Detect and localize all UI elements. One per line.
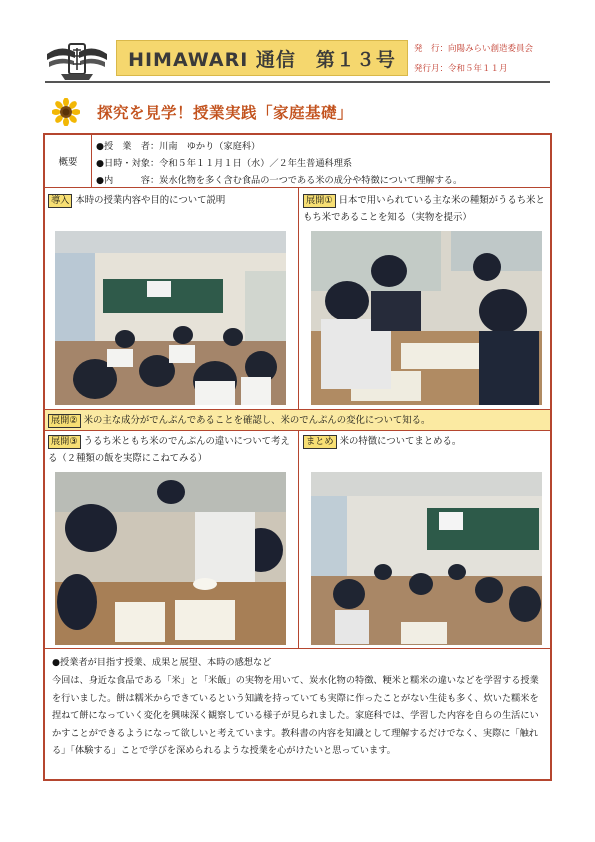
overview-label: 概要 (58, 157, 78, 168)
step-summary (303, 433, 547, 450)
divider (298, 188, 299, 409)
section-title: 探究を見学！授業実践「家庭基礎」 (97, 104, 354, 122)
step-tag: まとめ (303, 435, 337, 449)
newsletter-title-band (116, 40, 408, 76)
step-development-1 (303, 192, 547, 226)
step-text: 米の特徴についてまとめる。 (339, 436, 462, 447)
photo-students-rice (311, 231, 542, 405)
divider (91, 135, 92, 187)
step-development-3 (48, 433, 294, 467)
step-text: 米の主な成分がでんぷんであることを確認し、米のでんぷんの変化について知る。 (83, 415, 431, 426)
publisher-line: 発 行：向陽みらい創造委員会 (414, 44, 534, 54)
overview-teacher: ●授 業 者：川南 ゆかり（家庭科） (96, 141, 261, 152)
issue-date-line: 発行月：令和５年１１月 (414, 64, 508, 74)
divider (298, 430, 299, 648)
sunflower-icon (52, 98, 80, 126)
step-text: うるち米ともち米のでんぷんの違いについて考える（２種類の飯を実際にこねてみる） (48, 436, 290, 464)
overview-date-target: ●日時・対象：令和５年１１月１日（水）／２年生普通科理系 (96, 158, 353, 169)
photo-kneading-rice (55, 472, 286, 645)
step-tag: 展開① (303, 194, 336, 208)
step-tag: 展開③ (48, 435, 81, 449)
step-development-2 (48, 412, 548, 429)
reflection-heading: ●授業者が目指す授業、成果と展望、本時の感想など (52, 657, 272, 668)
step-tag: 展開② (48, 414, 81, 428)
step-text: 日本で用いられている主な米の種類がうるち米ともち米であることを知る（実物を提示） (303, 195, 545, 223)
newsletter-title: HIMAWARI 通信 第１３号 (128, 48, 396, 71)
divider (43, 648, 552, 649)
reflection-body: 今回は、身近な食品である「米」と「米飯」の実物を用いて、炭水化物の特徴、粳米と糯米の違いなどを学習する授業を行いました。餅は糯米からできているという知識を持っていても実際に作ったことがない生徒も多く、炊いた糯米を捏ねて餅になっていく変化を興味深く観察している様子が見られました。家庭科では、学習した内容を自らの生活にいかすことができるようになって欲しいと考えています。教科書の内容を知識として理解するだけでなく、実際に「触れる」「体験する」ことで学びを深められるような授業を心がけたいと思っています。 (52, 675, 539, 756)
step-text: 本時の授業内容や目的について説明 (75, 195, 226, 206)
overview-content: ●内 容：炭水化物を多く含む食品の一つである米の成分や特徴について理解する。 (96, 175, 463, 186)
step-tag: 導入 (48, 194, 72, 208)
header-divider (45, 81, 550, 83)
step-intro (48, 192, 294, 209)
photo-classroom-summary (311, 472, 542, 645)
school-crest-logo (45, 40, 109, 82)
photo-classroom-intro (55, 231, 286, 405)
